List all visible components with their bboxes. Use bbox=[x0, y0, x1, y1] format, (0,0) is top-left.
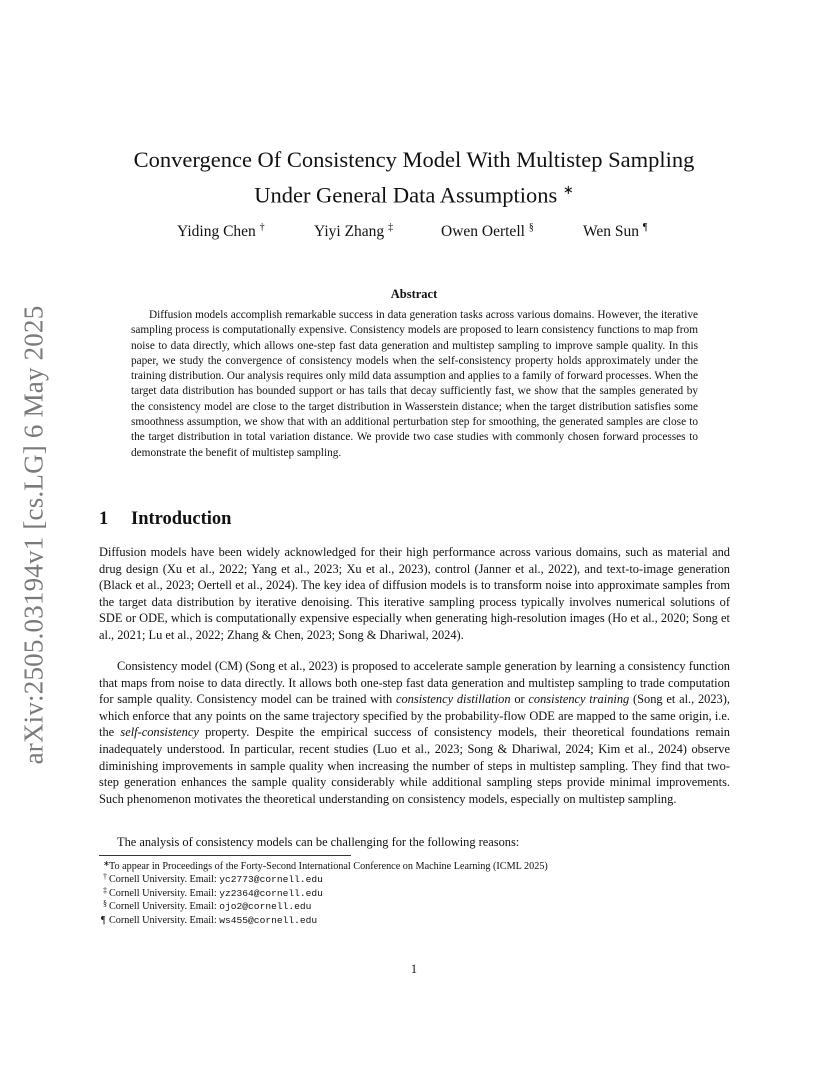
arxiv-identifier-stamp bbox=[14, 300, 54, 770]
paper-title-line-1: Convergence Of Consistency Model With Multistep Sampling bbox=[133, 147, 695, 172]
author-4: Wen Sun ¶ bbox=[583, 222, 648, 241]
author-2: Yiyi Zhang ‡ bbox=[314, 222, 394, 241]
section-heading-introduction bbox=[99, 509, 231, 530]
intro-paragraph-2: Consistency model (CM) (Song et al., 2023) is proposed to accelerate sample generation by learning a consistency function that maps from noise to data directly. It allows both one-step fast data generation and multistep sampling to trade computation for sample quality. Consistency model can be trained with consistency distillation or consistency training (Song et al., 2023), which enforce that any points on the same trajectory specified by the probability-flow ODE are mapped to the same origin, i.e. the self-consistency property. Despite the empirical success of consistency models, their theoretical foundations remain inadequately understood. In particular, recent studies (Luo et al., 2023; Song & Dhariwal, 2024; Kim et al., 2024) observe diminishing improvements in sample quality when increasing the number of steps in multistep sampling. They find that two-step generation enhances the sample quality considerably while additional sampling steps provide minimal improvements. Such phenomenon motivates the theoretical understanding on consistency models, especially on multistep sampling. bbox=[99, 659, 730, 806]
footnote-divider bbox=[99, 855, 351, 856]
footnote-item: ∗ To appear in Proceedings of the Forty-Second International Conference on Machine Learning (ICML 2025) bbox=[103, 859, 548, 872]
intro-paragraph-1: Diffusion models have been widely acknowledged for their high performance across various domains, such as material and drug design (Xu et al., 2022; Yang et al., 2023; Xu et al., 2023), control (Janner et al., 2022), and text-to-image generation (Black et al., 2023; Oertell et al., 2024). The key idea of diffusion models is to transform noise into approximate samples from the target data distribution by iterative denoising. This iterative sampling process typically involves numerical solutions of SDE or ODE, which is computationally expensive especially when generating high-resolution images (Ho et al., 2020; Song et al., 2021; Lu et al., 2022; Zhang & Chen, 2023; Song & Dhariwal, 2024). bbox=[99, 545, 730, 642]
section-title: Introduction bbox=[131, 509, 232, 529]
author-list bbox=[100, 222, 728, 242]
footnote-item: § Cornell University. Email: ojo2@cornell.edu bbox=[103, 899, 312, 913]
section-number: 1 bbox=[99, 509, 109, 529]
email-link[interactable]: yz2364@cornell.edu bbox=[219, 887, 323, 899]
intro-paragraph-3: The analysis of consistency models can be challenging for the following reasons: bbox=[117, 835, 520, 849]
arxiv-id-text: arXiv:2505.03194v1 [cs.LG] 6 May 2025 bbox=[18, 305, 49, 765]
term-consistency-distillation: consistency distillation bbox=[395, 692, 511, 707]
term-consistency-training: consistency training bbox=[528, 692, 630, 707]
page-number: 1 bbox=[410, 962, 418, 976]
term-self-consistency: self-consistency bbox=[120, 725, 199, 740]
paper-title-line-2: Under General Data Assumptions ∗ bbox=[254, 182, 574, 208]
title-footnote-mark: ∗ bbox=[562, 182, 574, 197]
abstract-body: Diffusion models accomplish remarkable success in data generation tasks across various domains. However, the iterative sampling process is computationally expensive. Consistency models are proposed to learn consistency functions to map from noise to data directly, which allows one-step fast data generation and multistep sampling to improve sample quality. In this paper, we study the convergence of consistency models when the self-consistency property holds approximately under the training distribution. Our analysis requires only mild data assumption and applies to a family of forward processes. When the target data distribution has bounded support or has tails that decay sufficiently fast, we show that the samples generated by the consistency model are close to the target distribution in Wasserstein distance; when the target distribution satisfies some smoothness assumption, we show that with an additional perturbation step for smoothing, the generated samples are close to the target distribution in total variation distance. We provide two case studies with commonly chosen forward processes to demonstrate the benefit of multistep sampling. bbox=[131, 309, 698, 459]
email-link[interactable]: ws455@cornell.edu bbox=[219, 914, 318, 926]
footnote-item: † Cornell University. Email: yc2773@cornell.edu bbox=[103, 872, 323, 886]
footnote-item: ¶ Cornell University. Email: ws455@cornell.edu bbox=[101, 914, 318, 926]
footnote-list bbox=[99, 860, 749, 927]
author-3: Owen Oertell § bbox=[441, 222, 534, 241]
abstract-heading: Abstract bbox=[390, 287, 438, 301]
email-link[interactable]: ojo2@cornell.edu bbox=[219, 901, 312, 913]
email-link[interactable]: yc2773@cornell.edu bbox=[219, 874, 323, 886]
author-1: Yiding Chen † bbox=[177, 222, 265, 241]
footnote-item: ‡ Cornell University. Email: yz2364@cornell.edu bbox=[103, 885, 323, 899]
